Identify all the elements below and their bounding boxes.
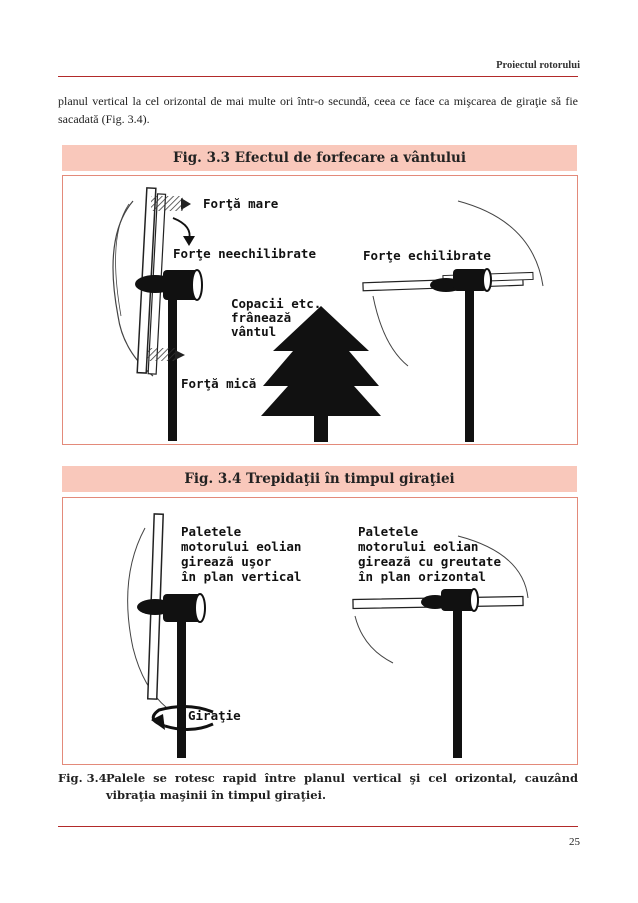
figure-3-3-frame	[62, 175, 578, 445]
weak-force-hatch	[147, 348, 185, 361]
strong-force-label: Forţă mare	[203, 196, 279, 211]
figure-3-3-illustration	[63, 176, 577, 444]
page-number: 25	[569, 836, 580, 848]
figure-3-3-title: Fig. 3.3 Efectul de forfecare a vântului	[62, 145, 577, 171]
figure-3-4-title: Fig. 3.4 Trepidaţii în timpul giraţiei	[62, 466, 577, 492]
right-turbine	[363, 201, 543, 442]
figure-3-4-frame	[62, 497, 578, 765]
trees-label-line2: frânează	[231, 310, 292, 325]
figure-caption	[58, 770, 578, 804]
left-turbine	[113, 188, 202, 441]
vertical-label-line3: gireazã uşor	[181, 554, 272, 569]
yaw-label: Giraţie	[188, 708, 241, 723]
vertical-label-line2: motorului eolian	[181, 539, 302, 554]
horizontal-label-line4: în plan orizontal	[358, 569, 486, 584]
trees-label-line3: vântul	[231, 324, 277, 339]
body-paragraph: planul vertical la cel orizontal de mai multe ori într-o secundă, ceea ce face ca mişcarea de giraţie să fie sacadată (Fig. 3.4).	[58, 94, 578, 126]
weak-force-label: Forţă mică	[181, 376, 257, 391]
balanced-forces-label: Forţe echilibrate	[363, 248, 491, 263]
figure-3-4-illustration	[63, 498, 577, 764]
trees-label-line1: Copacii etc.	[231, 296, 322, 311]
tree-icon	[261, 306, 381, 442]
unbalanced-forces-label: Forţe neechilibrate	[173, 246, 316, 261]
horizontal-label-line2: motorului eolian	[358, 539, 479, 554]
footer-rule	[58, 826, 578, 827]
running-header: Proiectul rotorului	[496, 60, 580, 71]
arrow-head	[183, 236, 195, 246]
vertical-label-line4: în plan vertical	[181, 569, 302, 584]
vertical-label-line1: Paletele	[181, 524, 242, 539]
horizontal-label-line3: gireazã cu greutate	[358, 554, 501, 569]
horizontal-label-line1: Paletele	[358, 524, 419, 539]
caption-text: Palele se rotesc rapid între planul vertical şi cel orizontal, cauzând vibraţia maşinii în timpul giraţiei.	[106, 771, 578, 802]
header-rule	[58, 76, 578, 77]
strong-force-hatch	[151, 196, 191, 211]
caption-number: Fig. 3.4	[58, 771, 107, 785]
